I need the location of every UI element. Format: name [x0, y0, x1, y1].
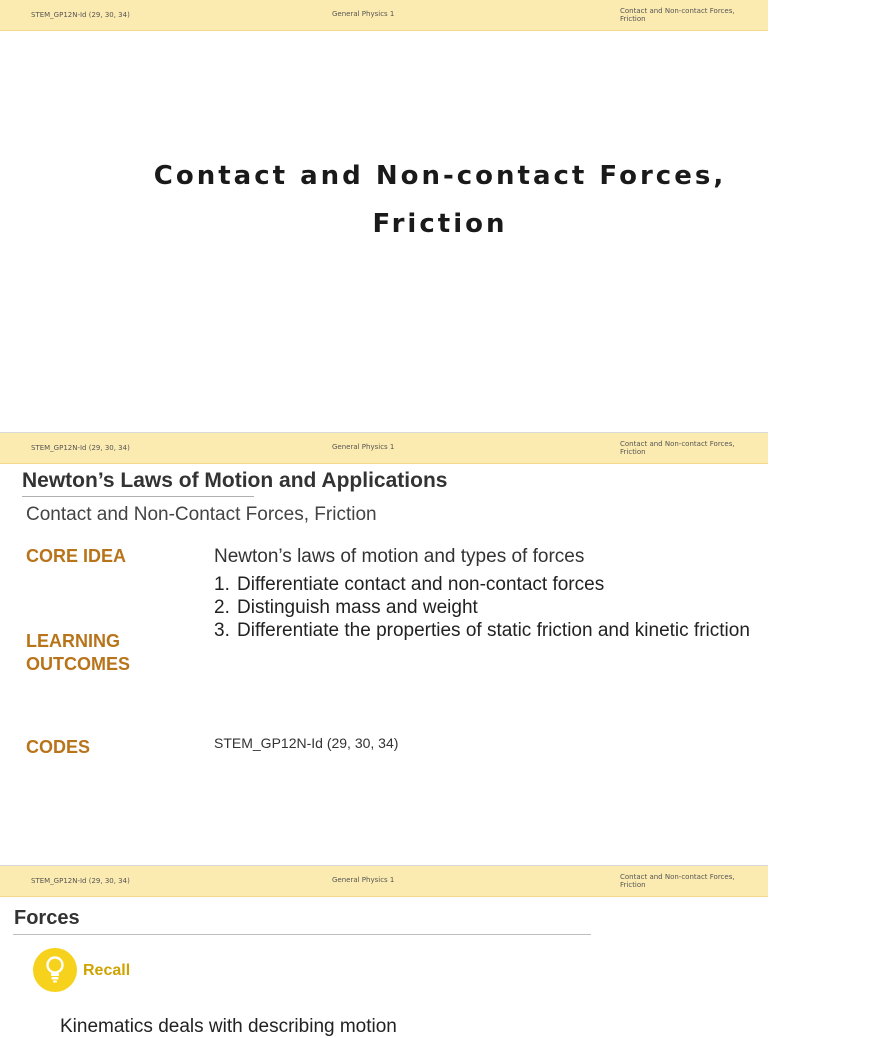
header-topic: Contact and Non-contact Forces, Friction — [620, 7, 735, 23]
codes-label: CODES — [26, 737, 91, 757]
heading-underline — [13, 934, 591, 935]
list-item-number: 2. — [214, 597, 230, 618]
list-item-text: Differentiate contact and non-contact forces — [237, 574, 605, 595]
slide-header — [0, 866, 768, 897]
header-topic: Contact and Non-contact Forces, Friction — [620, 873, 735, 889]
recall-label: Recall — [83, 962, 131, 979]
header-code: STEM_GP12N-Id (29, 30, 34) — [31, 444, 130, 452]
codes-value: STEM_GP12N-Id (29, 30, 34) — [214, 735, 399, 751]
header-subject: General Physics 1 — [332, 10, 395, 18]
core-idea-text: Newton’s laws of motion and types of forces — [214, 546, 585, 567]
title-line-2: Friction — [372, 209, 508, 239]
list-item-text: Differentiate the properties of static friction and kinetic friction — [237, 620, 750, 641]
heading-underline — [22, 496, 254, 497]
title-line-1: Contact and Non-contact Forces, — [153, 161, 727, 191]
slide-title-text — [0, 152, 880, 248]
cut-off-body-text: Kinematics deals with describing motion — [60, 1016, 397, 1037]
list-item — [214, 619, 754, 642]
lightbulb-icon — [33, 948, 77, 992]
list-item — [214, 596, 754, 619]
learning-outcomes-list — [214, 573, 754, 642]
slide-heading: Forces — [14, 907, 80, 929]
header-subject: General Physics 1 — [332, 876, 395, 884]
header-code: STEM_GP12N-Id (29, 30, 34) — [31, 11, 130, 19]
learning-outcomes-label — [26, 630, 130, 676]
slide-header — [0, 433, 768, 464]
header-subject: General Physics 1 — [332, 443, 395, 451]
slide-heading: Newton’s Laws of Motion and Applications — [22, 469, 448, 492]
slide-header — [0, 0, 768, 31]
learning-outcomes-label-line-2: OUTCOMES — [26, 654, 131, 674]
learning-outcomes-label-line-1: LEARNING — [26, 631, 120, 651]
slide-subheading: Contact and Non-Contact Forces, Friction — [26, 504, 377, 525]
list-item-number: 1. — [214, 574, 230, 595]
slide-overview — [0, 433, 768, 865]
core-idea-label: CORE IDEA — [26, 546, 127, 566]
slide-title — [0, 0, 768, 432]
slide-forces — [0, 866, 768, 1037]
list-item — [214, 573, 754, 596]
list-item-number: 3. — [214, 620, 230, 641]
list-item-text: Distinguish mass and weight — [237, 597, 478, 618]
header-code: STEM_GP12N-Id (29, 30, 34) — [31, 877, 130, 885]
header-topic: Contact and Non-contact Forces, Friction — [620, 440, 735, 456]
